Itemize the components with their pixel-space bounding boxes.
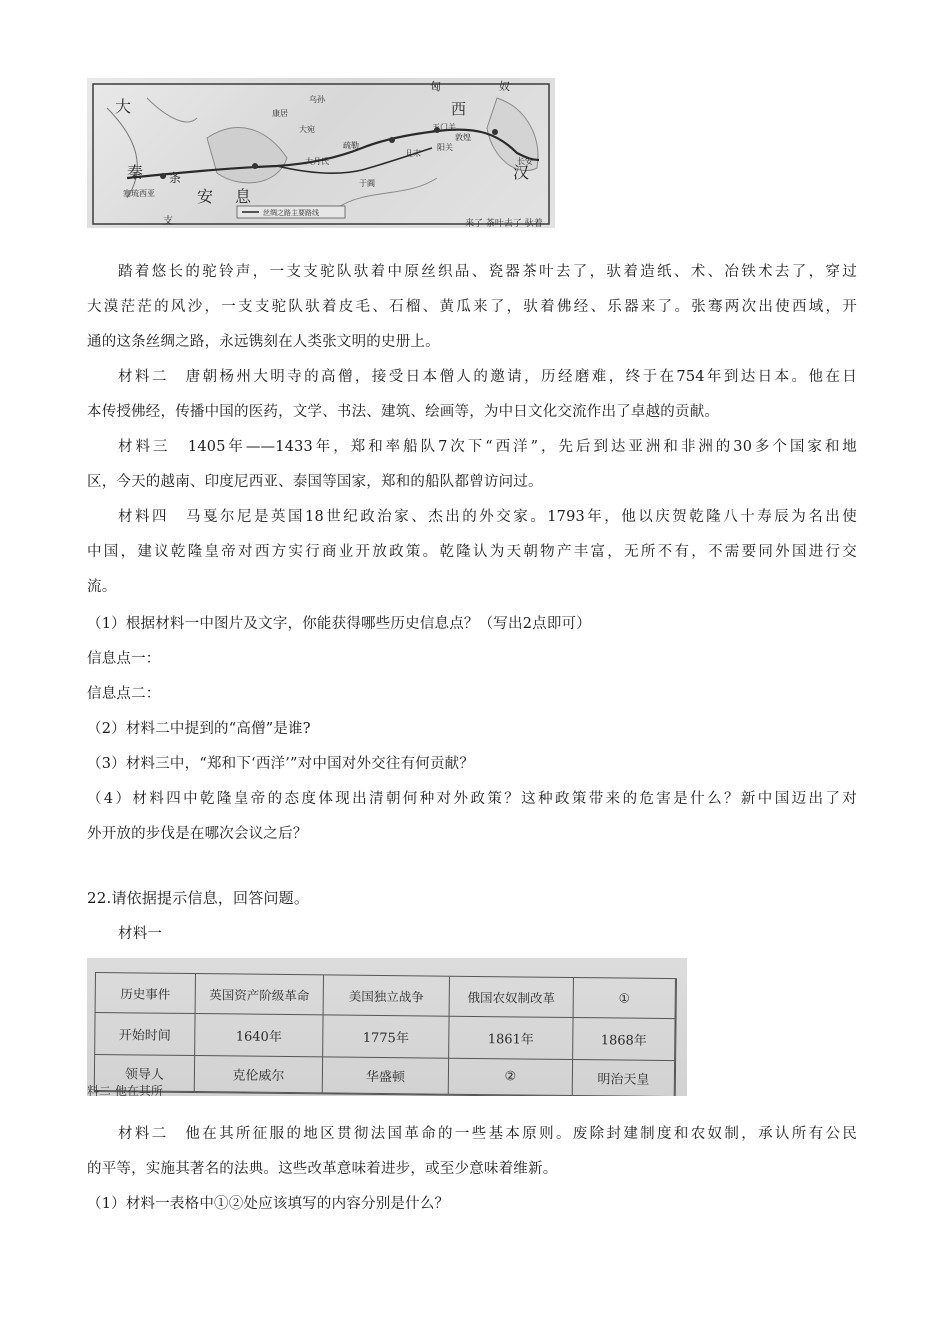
table-header-cell: 美国独立战争 xyxy=(324,975,450,1016)
map-label-han: 汉 xyxy=(513,163,530,182)
table-cell: 华盛顿 xyxy=(323,1057,449,1094)
map-label-dayuezhi: 大月氏 xyxy=(305,157,329,166)
material3-line-2: 区，今天的越南、印度尼西亚、泰国等国家，郑和的船队都曾访问过。 xyxy=(87,474,543,490)
q22-material2-line-1: 材料二 他在其所征服的地区贯彻法国革命的一些基本原则。废除封建制度和农奴制，承认所有公民 xyxy=(118,1126,857,1142)
map-label-xiongnu: 匈 xyxy=(430,80,441,93)
map-label-xi: 西 xyxy=(451,100,467,118)
table-header-cell: 英国资产阶级革命 xyxy=(196,974,324,1015)
reform-table-photo xyxy=(87,958,687,1096)
table-cell: 1775年 xyxy=(323,1015,449,1058)
q22-sub-question-1: （1）材料一表格中①②处应该填写的内容分别是什么？ xyxy=(87,1196,450,1212)
material4-line-3: 流。 xyxy=(87,579,117,595)
silk-road-map-photo xyxy=(87,78,555,228)
material1-line-3: 通的这条丝绸之路，永远镌刻在人类张文明的史册上。 xyxy=(87,334,440,350)
question-4-line-2: 外开放的步伐是在哪次会议之后？ xyxy=(87,826,308,842)
map-label-kangju: 康居 xyxy=(272,109,288,118)
table-cell: 开始时间 xyxy=(95,1013,195,1056)
map-label-qin: 秦 xyxy=(127,163,144,182)
table-header-cell: ① xyxy=(574,978,676,1019)
material2-line-2: 本传授佛经，传播中国的医药，文学、书法、建筑、绘画等，为中日文化交流作出了卓越的贡献。 xyxy=(87,404,720,420)
silk-road-map xyxy=(87,78,555,228)
map-label-wusun: 乌孙 xyxy=(309,95,325,104)
material4-line-2: 中国，建议乾隆皇帝对西方实行商业开放政策。乾隆认为天朝物产丰富，无所不有，不需要同外国进行交 xyxy=(87,544,857,560)
question-3: （3）材料三中，“郑和下‘西洋’”对中国对外交往有何贡献？ xyxy=(87,756,475,772)
map-label-changan: 长安 xyxy=(517,157,533,166)
question-1: （1）根据材料一中图片及文字，你能获得哪些历史信息点？（写出2点即可） xyxy=(87,616,591,632)
map-torn-caption: 来了 茶叶去了 驮着 xyxy=(465,219,543,228)
q22-material2-line-2: 的平等，实施其著名的法典。这些改革意味着进步，或至少意味着维新。 xyxy=(87,1161,558,1177)
info-point-1: 信息点一： xyxy=(87,651,161,667)
table-header-cell: 俄国农奴制改革 xyxy=(450,977,574,1018)
map-label-da: 大 xyxy=(115,97,132,116)
table-cell: 1640年 xyxy=(195,1014,323,1057)
question-22-title: 22.请依据提示信息，回答问题。 xyxy=(87,889,310,907)
map-label-qiemo: 且末 xyxy=(405,149,421,158)
table-cell: 1861年 xyxy=(449,1017,573,1060)
map-label-yumenguan: 玉门关 xyxy=(432,123,456,132)
map-label-tiao: 条 xyxy=(169,171,182,185)
map-label-yutian: 于阗 xyxy=(359,179,375,188)
map-label-yangguan: 阳关 xyxy=(437,143,453,152)
material3-line-1: 材料三 1405年——1433年，郑和率船队7次下“西洋”，先后到达亚洲和非洲的30多个国家和地 xyxy=(118,439,857,455)
map-label-nu: 奴 xyxy=(499,80,510,93)
table-cell: 领导人 xyxy=(95,1055,195,1092)
table-cell: 1868年 xyxy=(573,1018,675,1061)
map-label-dunhuang: 敦煌 xyxy=(455,133,471,142)
map-label-dayuan: 大宛 xyxy=(299,125,315,134)
material2-line-1: 材料二 唐朝杨州大明寺的高僧，接受日本僧人的邀请，历经磨难，终于在754年到达日本。他在日 xyxy=(118,369,857,385)
question-4-line-1: （4）材料四中乾隆皇帝的态度体现出清朝何种对外政策？这种政策带来的危害是什么？新中国迈出了对 xyxy=(87,791,857,807)
map-label-xi2: 息 xyxy=(235,187,252,206)
material1-line-1: 踏着悠长的驼铃声，一支支驼队驮着中原丝织品、瓷器茶叶去了，驮着造纸、术、冶铁术去了，穿过 xyxy=(118,264,857,280)
table-cell: 明治天皇 xyxy=(573,1060,675,1096)
question-2: （2）材料二中提到的“高僧”是谁? xyxy=(87,721,311,737)
map-legend-text: 丝绸之路主要路线 xyxy=(263,209,319,217)
material4-line-1: 材料四 马戛尔尼是英国18世纪政治家、杰出的外交家。1793年，他以庆贺乾隆八十寿辰为名出使 xyxy=(118,509,857,525)
map-label-shule: 疏勒 xyxy=(343,141,359,150)
info-point-2: 信息点二： xyxy=(87,686,161,702)
reform-table xyxy=(94,972,677,1096)
material1-line-2: 大漠茫茫的风沙，一支支驼队驮着皮毛、石榴、黄瓜来了，驮着佛经、乐器来了。张骞两次出使西域，开 xyxy=(87,299,857,315)
table-cell: 克伦威尔 xyxy=(195,1056,323,1093)
map-label-an: 安 xyxy=(197,187,214,206)
map-label-zhi: 支 xyxy=(163,216,173,227)
table-cell: ② xyxy=(449,1059,573,1096)
map-label-sailaixiya: 塞琉西亚 xyxy=(123,189,155,198)
q22-material1-label: 材料一 xyxy=(118,926,163,942)
table-torn-caption: 料二 他在其所 xyxy=(87,1084,163,1096)
table-header-cell: 历史事件 xyxy=(96,973,196,1014)
